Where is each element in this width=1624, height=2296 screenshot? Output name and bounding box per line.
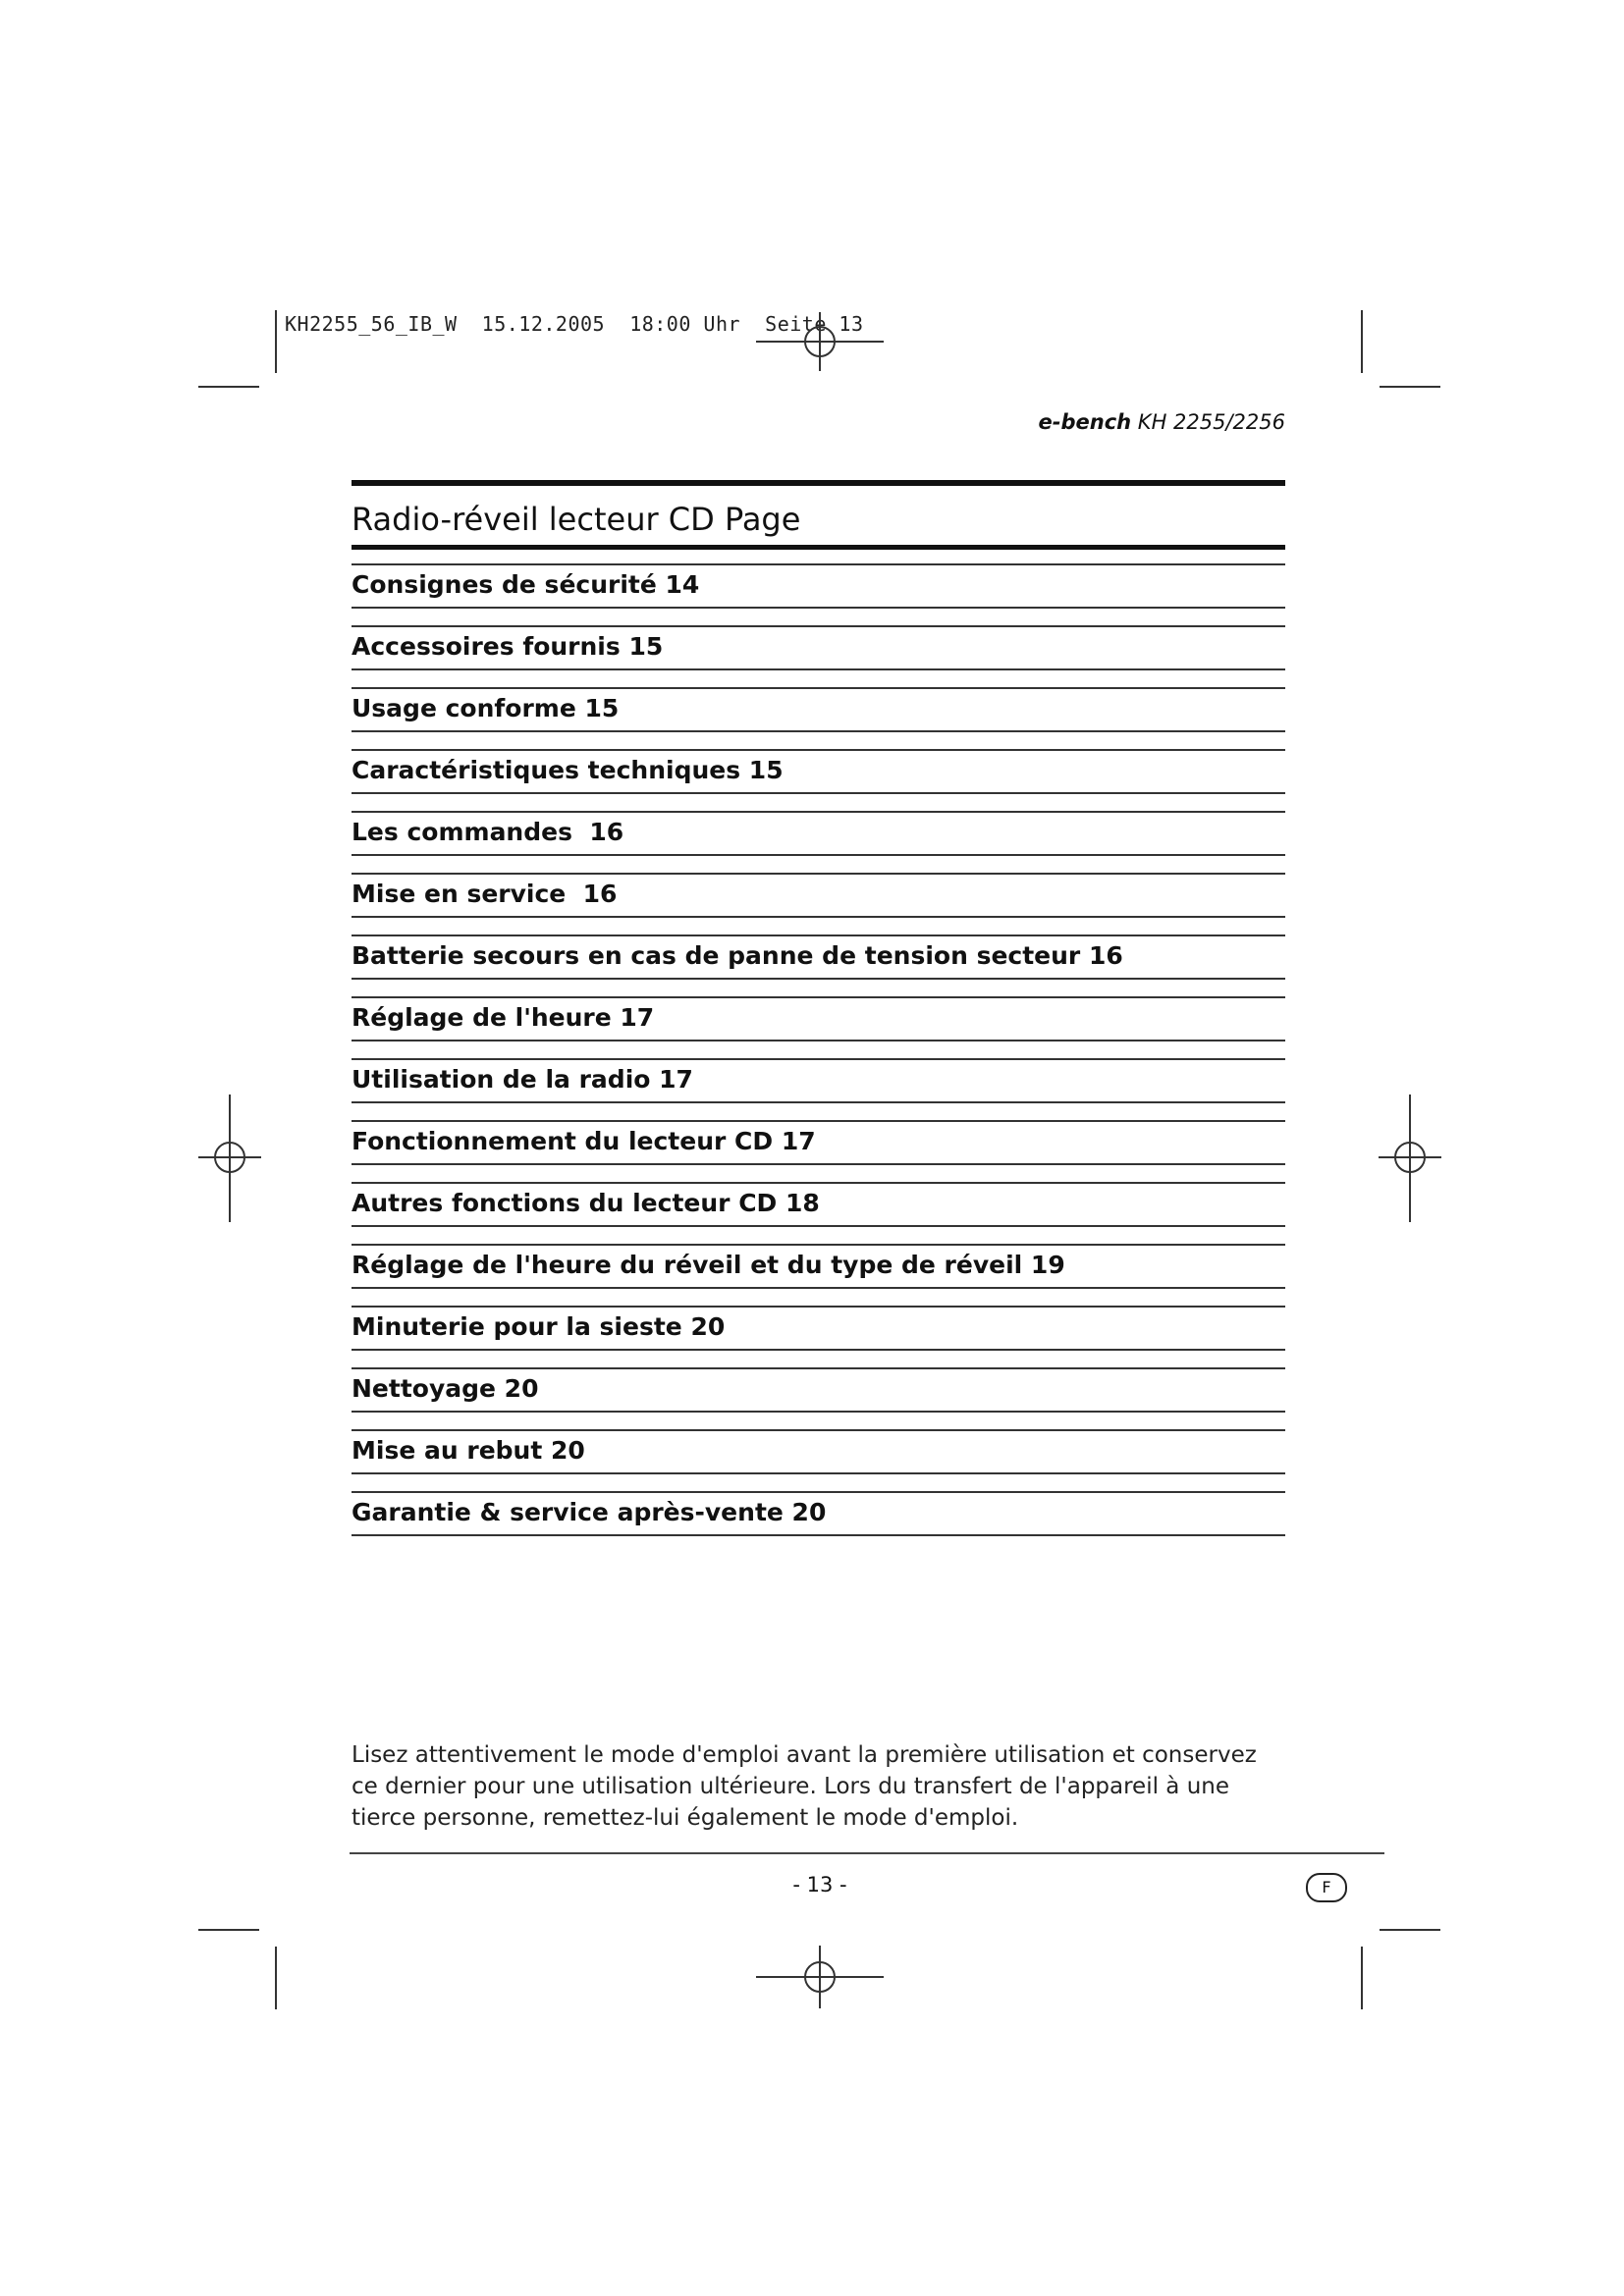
- print-time: 18:00 Uhr: [629, 312, 741, 336]
- registration-mark-bottom: [756, 1946, 884, 2008]
- toc-entry-label: Utilisation de la radio 17: [352, 1065, 693, 1094]
- toc-rule-top: [352, 563, 1285, 565]
- toc-rule-bottom: [352, 730, 1285, 732]
- toc-rule-bottom: [352, 854, 1285, 856]
- toc-rule-bottom: [352, 607, 1285, 609]
- model-number: KH 2255/2256: [1137, 410, 1285, 434]
- toc-rule-top: [352, 1058, 1285, 1060]
- toc-entry-label: Autres fonctions du lecteur CD 18: [352, 1189, 820, 1217]
- print-date: 15.12.2005: [481, 312, 606, 336]
- crop-mark: [1361, 1947, 1363, 2009]
- toc-rule-top: [352, 1244, 1285, 1246]
- toc-rule-top: [352, 811, 1285, 813]
- toc-rule-top: [352, 1367, 1285, 1369]
- toc-entry-label: Les commandes 16: [352, 818, 624, 846]
- toc-entry: [352, 1292, 1285, 1354]
- toc-entry-label: Batterie secours en cas de panne de tension secteur 16: [352, 941, 1123, 970]
- toc-rule-top: [352, 1120, 1285, 1122]
- language-badge: F: [1306, 1873, 1347, 1902]
- toc-entry: [352, 1106, 1285, 1168]
- toc-title: Radio-réveil lecteur CD Page: [352, 501, 801, 538]
- toc-entry-label: Caractéristiques techniques 15: [352, 756, 784, 784]
- toc-items: [352, 550, 1285, 1539]
- toc-entry-label: Mise au rebut 20: [352, 1436, 585, 1465]
- toc-entry: [352, 1415, 1285, 1477]
- crop-mark: [198, 1929, 259, 1931]
- crop-mark: [198, 386, 259, 388]
- toc-entry-label: Consignes de sécurité 14: [352, 570, 700, 599]
- toc-rule-bottom: [352, 1472, 1285, 1474]
- toc-rule-top: [352, 996, 1285, 998]
- toc-entry: [352, 673, 1285, 735]
- toc-entry: [352, 612, 1285, 673]
- toc-rule-bottom: [352, 1040, 1285, 1041]
- crop-mark: [275, 1947, 277, 2009]
- crop-mark: [275, 310, 277, 373]
- toc-rule-top: [352, 1491, 1285, 1493]
- crop-mark: [1380, 386, 1440, 388]
- toc-rule-bottom: [352, 1349, 1285, 1351]
- registration-mark-right: [1379, 1095, 1441, 1222]
- brand-name: e-bench: [1038, 410, 1132, 434]
- registration-mark-top: [756, 312, 884, 375]
- toc-entry: [352, 859, 1285, 921]
- toc-rule-bottom: [352, 1534, 1285, 1536]
- registration-mark-left: [198, 1095, 261, 1222]
- toc-entry: [352, 1044, 1285, 1106]
- toc-rule-bottom: [352, 1225, 1285, 1227]
- toc-rule-top: [352, 1182, 1285, 1184]
- toc-rule-top: [352, 1429, 1285, 1431]
- table-of-contents: [352, 480, 1285, 1539]
- toc-entry-label: Usage conforme 15: [352, 694, 620, 722]
- toc-entry: [352, 550, 1285, 612]
- toc-entry: [352, 983, 1285, 1044]
- toc-entry: [352, 921, 1285, 983]
- crop-mark: [1380, 1929, 1440, 1931]
- toc-entry-label: Fonctionnement du lecteur CD 17: [352, 1127, 816, 1155]
- toc-entry: [352, 797, 1285, 859]
- toc-rule-bottom: [352, 1163, 1285, 1165]
- toc-rule-top: [352, 1306, 1285, 1308]
- toc-rule-top: [352, 934, 1285, 936]
- print-page: Seite 13: [765, 312, 864, 336]
- toc-entry: [352, 1168, 1285, 1230]
- toc-entry-label: Réglage de l'heure du réveil et du type de réveil 19: [352, 1251, 1065, 1279]
- toc-entry: [352, 735, 1285, 797]
- toc-entry-label: Accessoires fournis 15: [352, 632, 664, 661]
- toc-rule-top: [352, 687, 1285, 689]
- toc-entry-label: Nettoyage 20: [352, 1374, 539, 1403]
- usage-notice: Lisez attentivement le mode d'emploi avant la première utilisation et conservez ce dernier pour une utilisation ultérieure. Lors du transfert de l'appareil à une tierce personne, remettez-lui également le mode d'emploi.: [352, 1742, 1257, 1831]
- crop-mark: [1361, 310, 1363, 373]
- toc-rule-bottom: [352, 978, 1285, 980]
- toc-rule-bottom: [352, 668, 1285, 670]
- toc-entry: [352, 1230, 1285, 1292]
- toc-entry-label: Minuterie pour la sieste 20: [352, 1312, 726, 1341]
- print-file: KH2255_56_IB_W: [285, 312, 458, 336]
- footer-rule: [350, 1852, 1384, 1854]
- toc-rule-top: [352, 625, 1285, 627]
- toc-entry-label: Mise en service 16: [352, 880, 618, 908]
- toc-rule-top: [352, 873, 1285, 875]
- toc-rule-bottom: [352, 1101, 1285, 1103]
- toc-entry-label: Garantie & service après-vente 20: [352, 1498, 827, 1526]
- toc-entry: [352, 1354, 1285, 1415]
- toc-rule-bottom: [352, 1411, 1285, 1413]
- toc-entry-label: Réglage de l'heure 17: [352, 1003, 655, 1032]
- toc-rule-top: [352, 749, 1285, 751]
- toc-rule-bottom: [352, 916, 1285, 918]
- page-number: - 13 -: [792, 1873, 847, 1896]
- toc-entry: [352, 1477, 1285, 1539]
- toc-rule-bottom: [352, 1287, 1285, 1289]
- toc-rule-bottom: [352, 792, 1285, 794]
- brand-line: [1039, 410, 1285, 434]
